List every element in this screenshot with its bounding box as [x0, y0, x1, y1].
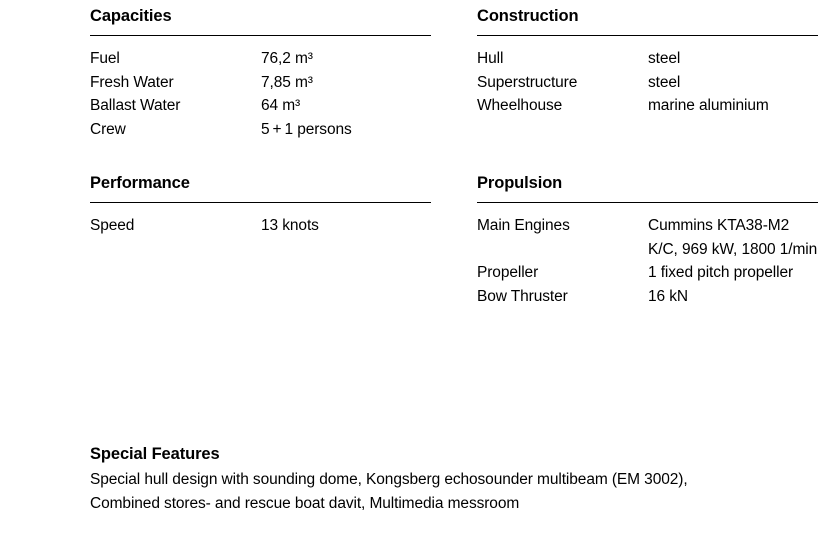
- section-title: Performance: [90, 174, 190, 192]
- special-features-title: Special Features: [90, 445, 220, 463]
- row-label: Propeller: [477, 264, 539, 281]
- row-label: Main Engines: [477, 217, 570, 234]
- table-row: [477, 94, 818, 118]
- specifications-grid: [90, 6, 818, 308]
- row-value: 5 + 1 persons: [261, 120, 352, 138]
- row-label: Wheelhouse: [477, 97, 563, 114]
- row-label: Fresh Water: [90, 73, 174, 91]
- table-row: [90, 214, 431, 238]
- row-label: Fuel: [90, 50, 120, 67]
- row-value: 1 fixed pitch propeller: [648, 264, 794, 281]
- section-capacities: [90, 6, 431, 141]
- row-value: 16 kN: [648, 287, 688, 305]
- table-row: [477, 214, 818, 261]
- row-value: Cummins KTA38-M2 K/C, 969 kW, 1800 1/min: [648, 217, 818, 258]
- table-row: [477, 261, 818, 285]
- section-title: Propulsion: [477, 174, 563, 192]
- row-label: Hull: [477, 50, 504, 67]
- section-divider: [477, 35, 818, 36]
- table-row: [90, 47, 431, 71]
- row-value: 13 knots: [261, 217, 319, 234]
- spec-table: [90, 47, 431, 141]
- row-label: Superstructure: [477, 73, 578, 91]
- row-value: steel: [648, 73, 681, 91]
- row-label: Crew: [90, 120, 126, 138]
- table-row: [90, 118, 431, 142]
- spec-table: [90, 214, 431, 238]
- section-divider: [477, 202, 818, 203]
- section-title: Construction: [477, 7, 579, 25]
- row-value: marine aluminium: [648, 97, 769, 114]
- row-value: 7,85 m³: [261, 73, 313, 91]
- special-features-text: Special hull design with sounding dome, Kongsberg echosounder multibeam (EM 3002), Combined stores- and rescue boat davit, Multimedia messroom: [90, 471, 688, 512]
- section-propulsion: [477, 173, 818, 308]
- table-row: [90, 94, 431, 118]
- row-label: Bow Thruster: [477, 287, 568, 305]
- spec-table: [477, 214, 818, 308]
- section-title: Capacities: [90, 7, 172, 25]
- section-divider: [90, 35, 431, 36]
- table-row: [477, 71, 818, 95]
- section-construction: [477, 6, 818, 141]
- table-row: [477, 47, 818, 71]
- row-label: Speed: [90, 217, 135, 234]
- row-value: 76,2 m³: [261, 50, 313, 67]
- spec-table: [477, 47, 818, 118]
- table-row: [90, 71, 431, 95]
- section-performance: [90, 173, 431, 308]
- row-value: steel: [648, 50, 681, 67]
- section-divider: [90, 202, 431, 203]
- special-features-section: [90, 444, 790, 516]
- row-value: 64 m³: [261, 97, 301, 114]
- row-label: Ballast Water: [90, 97, 181, 114]
- table-row: [477, 285, 818, 309]
